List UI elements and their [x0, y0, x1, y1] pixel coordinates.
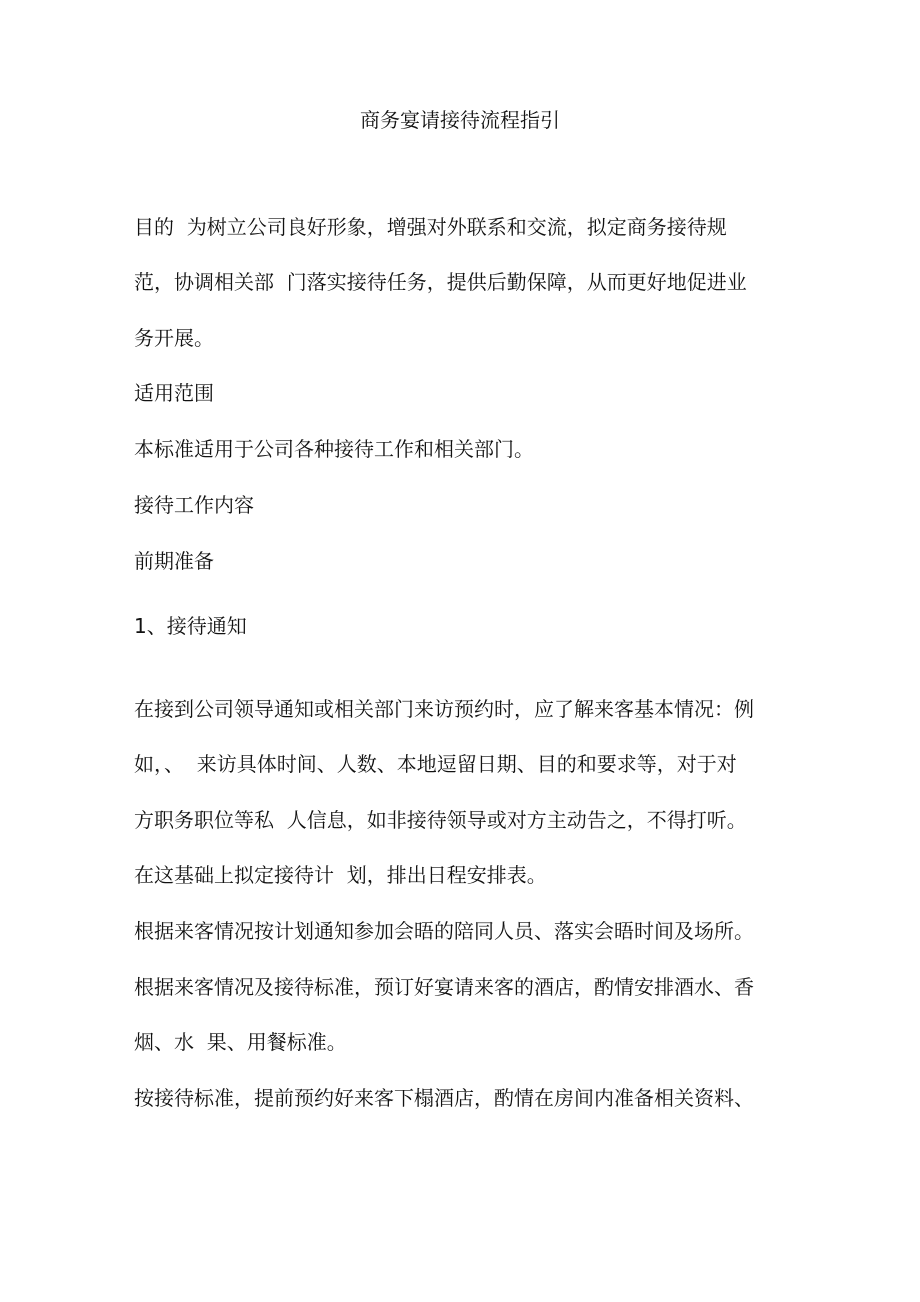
section-heading: 接待工作内容	[134, 493, 254, 517]
section-heading: 前期准备	[134, 549, 214, 573]
subsection-heading: 1、接待通知	[134, 614, 247, 638]
section-heading: 适用范围	[134, 381, 214, 405]
paragraph-line: 范，协调相关部 门落实接待任务，提供后勤保障，从而更好地促进业	[134, 270, 747, 294]
document-title: 商务宴请接待流程指引	[360, 108, 560, 132]
paragraph-line: 根据来客情况按计划通知参加会晤的陪同人员、落实会晤时间及场所。	[134, 919, 754, 943]
paragraph-line: 目的 为树立公司良好形象，增强对外联系和交流，拟定商务接待规	[134, 215, 727, 239]
paragraph-line: 烟、水 果、用餐标准。	[134, 1030, 347, 1054]
paragraph-line: 务开展。	[134, 326, 214, 350]
paragraph-line: 如，、 来访具体时间、人数、本地逗留日期、目的和要求等，对于对	[134, 752, 737, 776]
paragraph-line: 按接待标准，提前预约好来客下榻酒店，酌情在房间内准备相关资料、	[134, 1086, 754, 1110]
paragraph-line: 在接到公司领导通知或相关部门来访预约时，应了解来客基本情况：例	[134, 697, 754, 721]
paragraph-line: 根据来客情况及接待标准，预订好宴请来客的酒店，酌情安排酒水、香	[134, 975, 754, 999]
paragraph-line: 本标准适用于公司各种接待工作和相关部门。	[134, 437, 534, 461]
paragraph-line: 方职务职位等私 人信息，如非接待领导或对方主动告之，不得打听。	[134, 808, 747, 832]
paragraph-line: 在这基础上拟定接待计 划，排出日程安排表。	[134, 863, 547, 887]
